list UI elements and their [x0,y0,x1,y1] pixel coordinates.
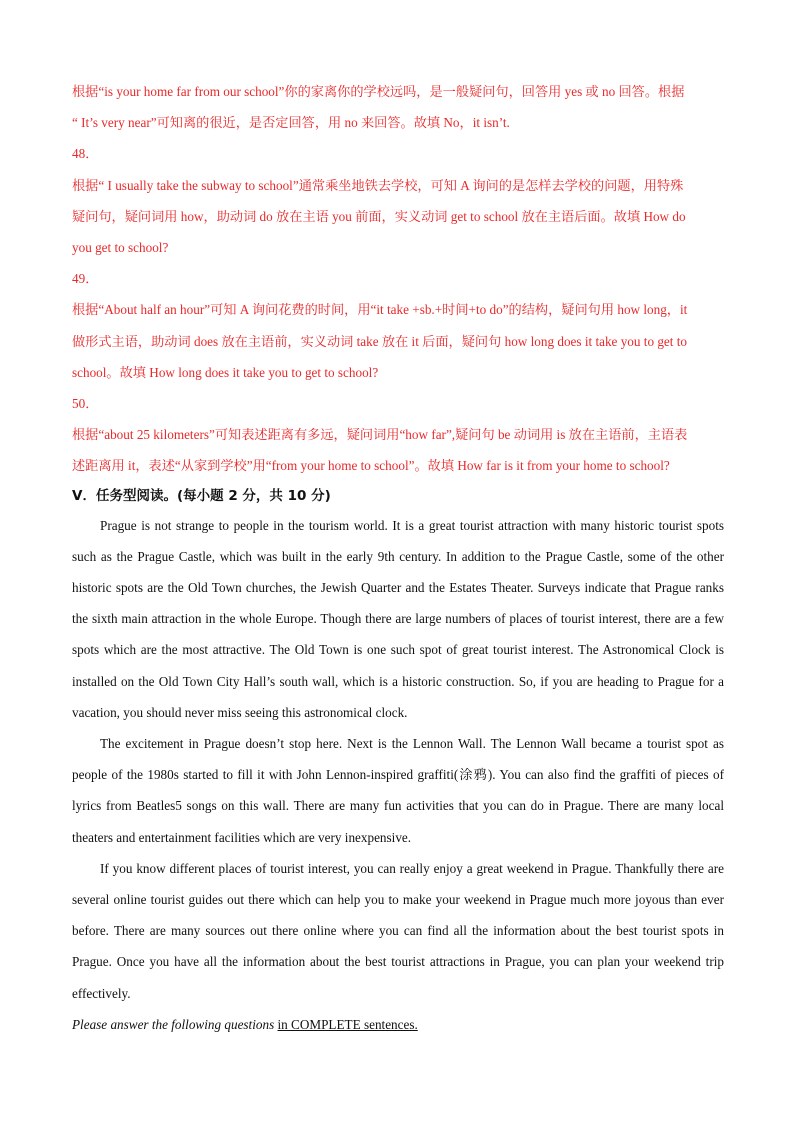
answer-line: you get to school? [72,240,169,256]
answer-line: 根据“About half an hour”可知 A 询问花费的时间，用“it take +sb.+时间+to do”的结构，疑问句用 how long，it [72,302,688,318]
passage-paragraph-1: Prague is not strange to people in the tourism world. It is a great tourist attraction with many historic tourist spots such as the Prague Castle, which was built in the early 9th century. In addition to the Prague Castle, some of the other historic spots are the Old Town churches, the Jewish Quarter and the Estates Theater. Surveys indicate that Prague ranks the sixth main attraction in the whole Europe. Though there are large numbers of places of tourist interest, there are a few spots which are the most attractive. The Old Town is one such spot of great tourist interest. The Astronomical Clock is installed on the Old Town City Hall’s south wall, which is a historic construction. So, if you are heading to Prague for a vacation, you should never miss seeing this astronomical clock. [72,517,724,720]
answer-line: “ It’s very near”可知离的很近，是否定回答，用 no 来回答。故填 No，it isn’t. [72,115,510,131]
answer-line: 根据“is your home far from our school”你的家离你的学校远吗，是一般疑问句，回答用 yes 或 no 回答。根据 [72,84,685,99]
answer-number: 49． [72,271,99,287]
answer-47-explanation [72,76,724,138]
passage-paragraph-3: If you know different places of tourist interest, you can really enjoy a great weekend in Prague. Thankfully there are several online tourist guides out there which can help you to make your weekend in Prague much more joyous than ever before. There are many sources out there online where you can find all the information about the best tourist spots in Prague. Once you have all the information about the best tourist attractions in Prague, you can plan your weekend trip effectively. [72,860,724,1001]
instruction-prefix: Please answer the following questions [72,1016,278,1032]
section-heading: V．任务型阅读。(每小题 2 分，共 10 分) [72,487,331,504]
answer-48 [72,138,724,263]
answer-line: 做形式主语，助动词 does 放在主语前，实义动词 take 放在 it 后面，疑问句 how long does it take you to get to [72,333,688,349]
answer-line: 根据“ I usually take the subway to school”通常乘坐地铁去学校，可知 A 询问的是怎样去学校的问题，用特殊 [72,177,684,193]
answer-line: 疑问句，疑问词用 how，助动词 do 放在主语 you 前面，实义动词 get to school 放在主语后面。故填 How do [72,208,686,224]
document-page [72,76,724,1040]
answer-number: 50． [72,396,99,412]
question-instruction [72,1009,724,1040]
passage-paragraph-2: The excitement in Prague doesn’t stop here. Next is the Lennon Wall. The Lennon Wall became a tourist spot as people of the 1980s started to fill it with John Lennon-inspired graffiti(涂鸦). You can also find the graffiti of pieces of lyrics from Beatles5 songs on this wall. There are many fun activities that you can do in Prague. There are many local theaters and entertainment facilities which are very inexpensive. [72,736,724,845]
answer-number: 48． [72,146,99,162]
answer-line: 根据“about 25 kilometers”可知表述距离有多远，疑问词用“how far”,疑问句 be 动词用 is 放在主语前，主语表 [72,427,688,443]
answer-line: school。故填 How long does it take you to get to school? [72,364,379,380]
answer-line: 述距离用 it，表述“从家到学校”用“from your home to school”。故填 How far is it from your home to school? [72,458,670,474]
instruction-emphasis: in COMPLETE sentences. [277,1016,418,1032]
answer-49 [72,263,724,388]
answer-50 [72,388,724,482]
